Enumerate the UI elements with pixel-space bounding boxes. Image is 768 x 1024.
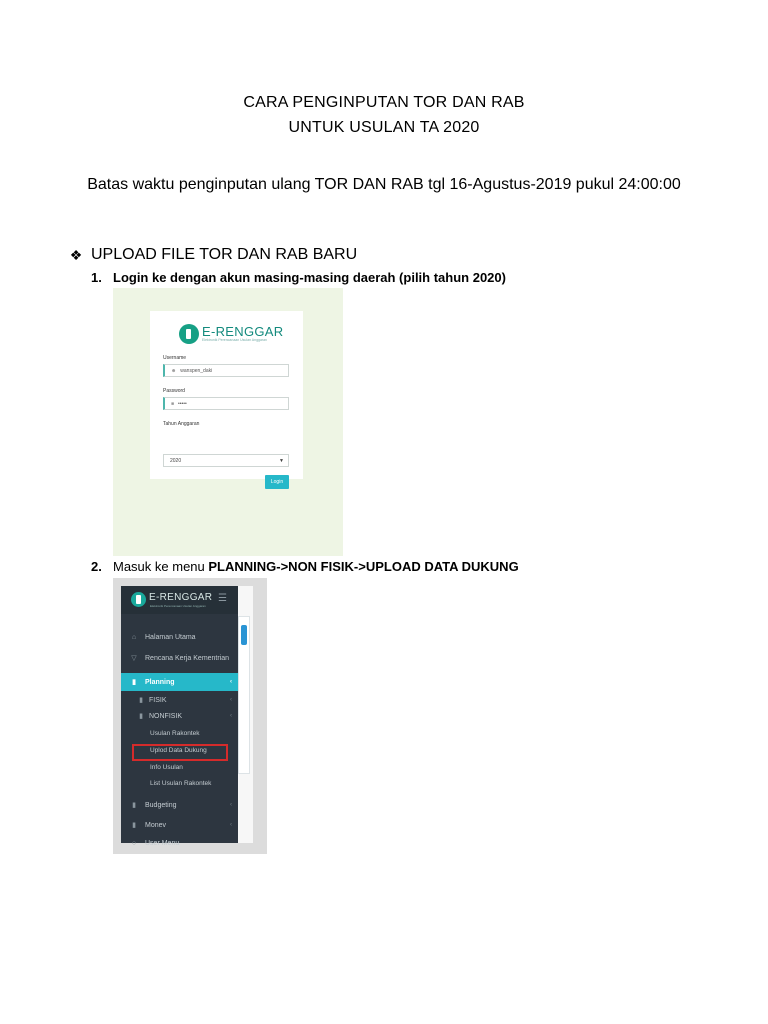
username-field[interactable]	[163, 364, 289, 377]
document-title-line1: CARA PENGINPUTAN TOR DAN RAB	[243, 94, 525, 111]
chevron-left-icon: ‹	[230, 713, 232, 719]
logo-mark-icon	[179, 324, 199, 344]
sidebar-item-label: Budgeting	[145, 801, 177, 809]
password-field[interactable]	[163, 397, 289, 410]
sidebar-item-label: Planning	[145, 678, 175, 686]
password-label: Password	[163, 388, 185, 394]
highlight-box	[132, 744, 228, 761]
chevron-left-icon: ‹	[230, 802, 232, 808]
year-select[interactable]	[163, 454, 289, 467]
sidebar-item-budgeting[interactable]	[121, 801, 238, 809]
user-icon: ○	[131, 840, 137, 847]
deadline-notice: Batas waktu penginputan ulang TOR DAN RAB tgl 16-Agustus-2019 pukul 24:00:00	[87, 176, 681, 193]
password-value: •••••	[178, 400, 187, 407]
step-text: Login ke dengan akun masing-masing daerah (pilih tahun 2020)	[113, 270, 506, 285]
sidebar-item-info-usulan[interactable]: Info Usulan	[150, 764, 183, 771]
app-tagline: Elektronik Perencanaan Usulan Anggaran	[202, 338, 267, 342]
section-title: UPLOAD FILE TOR DAN RAB BARU	[91, 246, 358, 263]
lock-icon: ■	[171, 400, 175, 407]
section-heading	[69, 246, 357, 264]
document-title-line2: UNTUK USULAN TA 2020	[288, 119, 480, 136]
sidebar-item-label: Halaman Utama	[145, 634, 196, 641]
sidebar-item-usulan-rakontek[interactable]: Usulan Rakontek	[150, 730, 200, 737]
content-accent	[241, 625, 247, 645]
bar-chart-icon: ▮	[132, 822, 136, 829]
sidebar-item-rencana-kerja[interactable]	[121, 654, 238, 662]
step-number: 1.	[91, 270, 102, 285]
home-icon: ⌂	[131, 634, 137, 641]
app-tagline: Elektronik Perencanaan Usulan Anggaran	[150, 604, 206, 608]
app-name: E-RENGGAR	[149, 592, 213, 603]
bar-chart-icon: ▮	[139, 697, 143, 704]
hamburger-menu-icon[interactable]: ☰	[218, 593, 227, 604]
sidebar-item-label: NONFISIK	[149, 712, 183, 720]
step-menu-path: PLANNING->NON FISIK->UPLOAD DATA DUKUNG	[208, 559, 519, 574]
logo-mark-icon	[131, 592, 146, 607]
year-value: 2020	[170, 457, 182, 464]
step-number: 2.	[91, 559, 102, 574]
chevron-left-icon: ‹	[230, 822, 232, 828]
sidebar-item-user-menu[interactable]	[121, 840, 238, 847]
sidebar-item-halaman-utama[interactable]	[121, 634, 238, 641]
step-2	[91, 559, 519, 574]
sidebar-screenshot	[113, 578, 267, 854]
sidebar	[121, 586, 238, 847]
login-button[interactable]: Login	[265, 475, 289, 489]
user-icon: ☻	[171, 367, 177, 374]
username-label: Username	[163, 355, 187, 361]
bar-chart-icon: ▮	[132, 679, 136, 686]
year-label: Tahun Anggaran	[163, 421, 200, 427]
sidebar-item-upload-data-dukung[interactable]: Uplod Data Dukung	[150, 747, 207, 754]
step-text: Masuk ke menu	[113, 559, 209, 574]
app-logo	[179, 324, 283, 344]
sidebar-item-label: User Menu	[145, 840, 180, 847]
sidebar-header	[121, 586, 238, 614]
chevron-left-icon: ‹	[230, 679, 232, 685]
sidebar-item-nonfisik[interactable]	[121, 712, 238, 720]
chevron-left-icon: ‹	[230, 697, 232, 703]
username-value: wanspen_daki	[180, 367, 213, 374]
sidebar-item-planning[interactable]	[121, 673, 238, 691]
sidebar-item-label: Rencana Kerja Kementrian	[145, 654, 230, 662]
bar-chart-icon: ▮	[139, 713, 143, 720]
step-1	[91, 270, 506, 285]
diamond-bullet-icon: ❖	[69, 246, 83, 263]
shield-icon: ▽	[131, 655, 137, 662]
dropdown-arrow-icon: ▼	[279, 457, 284, 464]
sidebar-item-list-usulan-rakontek[interactable]: List Usulan Rakontek	[150, 780, 212, 787]
app-name: E-RENGGAR	[202, 324, 284, 339]
bar-chart-icon: ▮	[132, 802, 136, 809]
login-card	[150, 311, 303, 485]
sidebar-item-label: FISIK	[149, 696, 167, 704]
sidebar-item-fisik[interactable]	[121, 696, 238, 704]
login-screenshot	[113, 288, 343, 556]
sidebar-item-label: Monev	[145, 821, 167, 829]
sidebar-item-monev[interactable]	[121, 821, 238, 829]
